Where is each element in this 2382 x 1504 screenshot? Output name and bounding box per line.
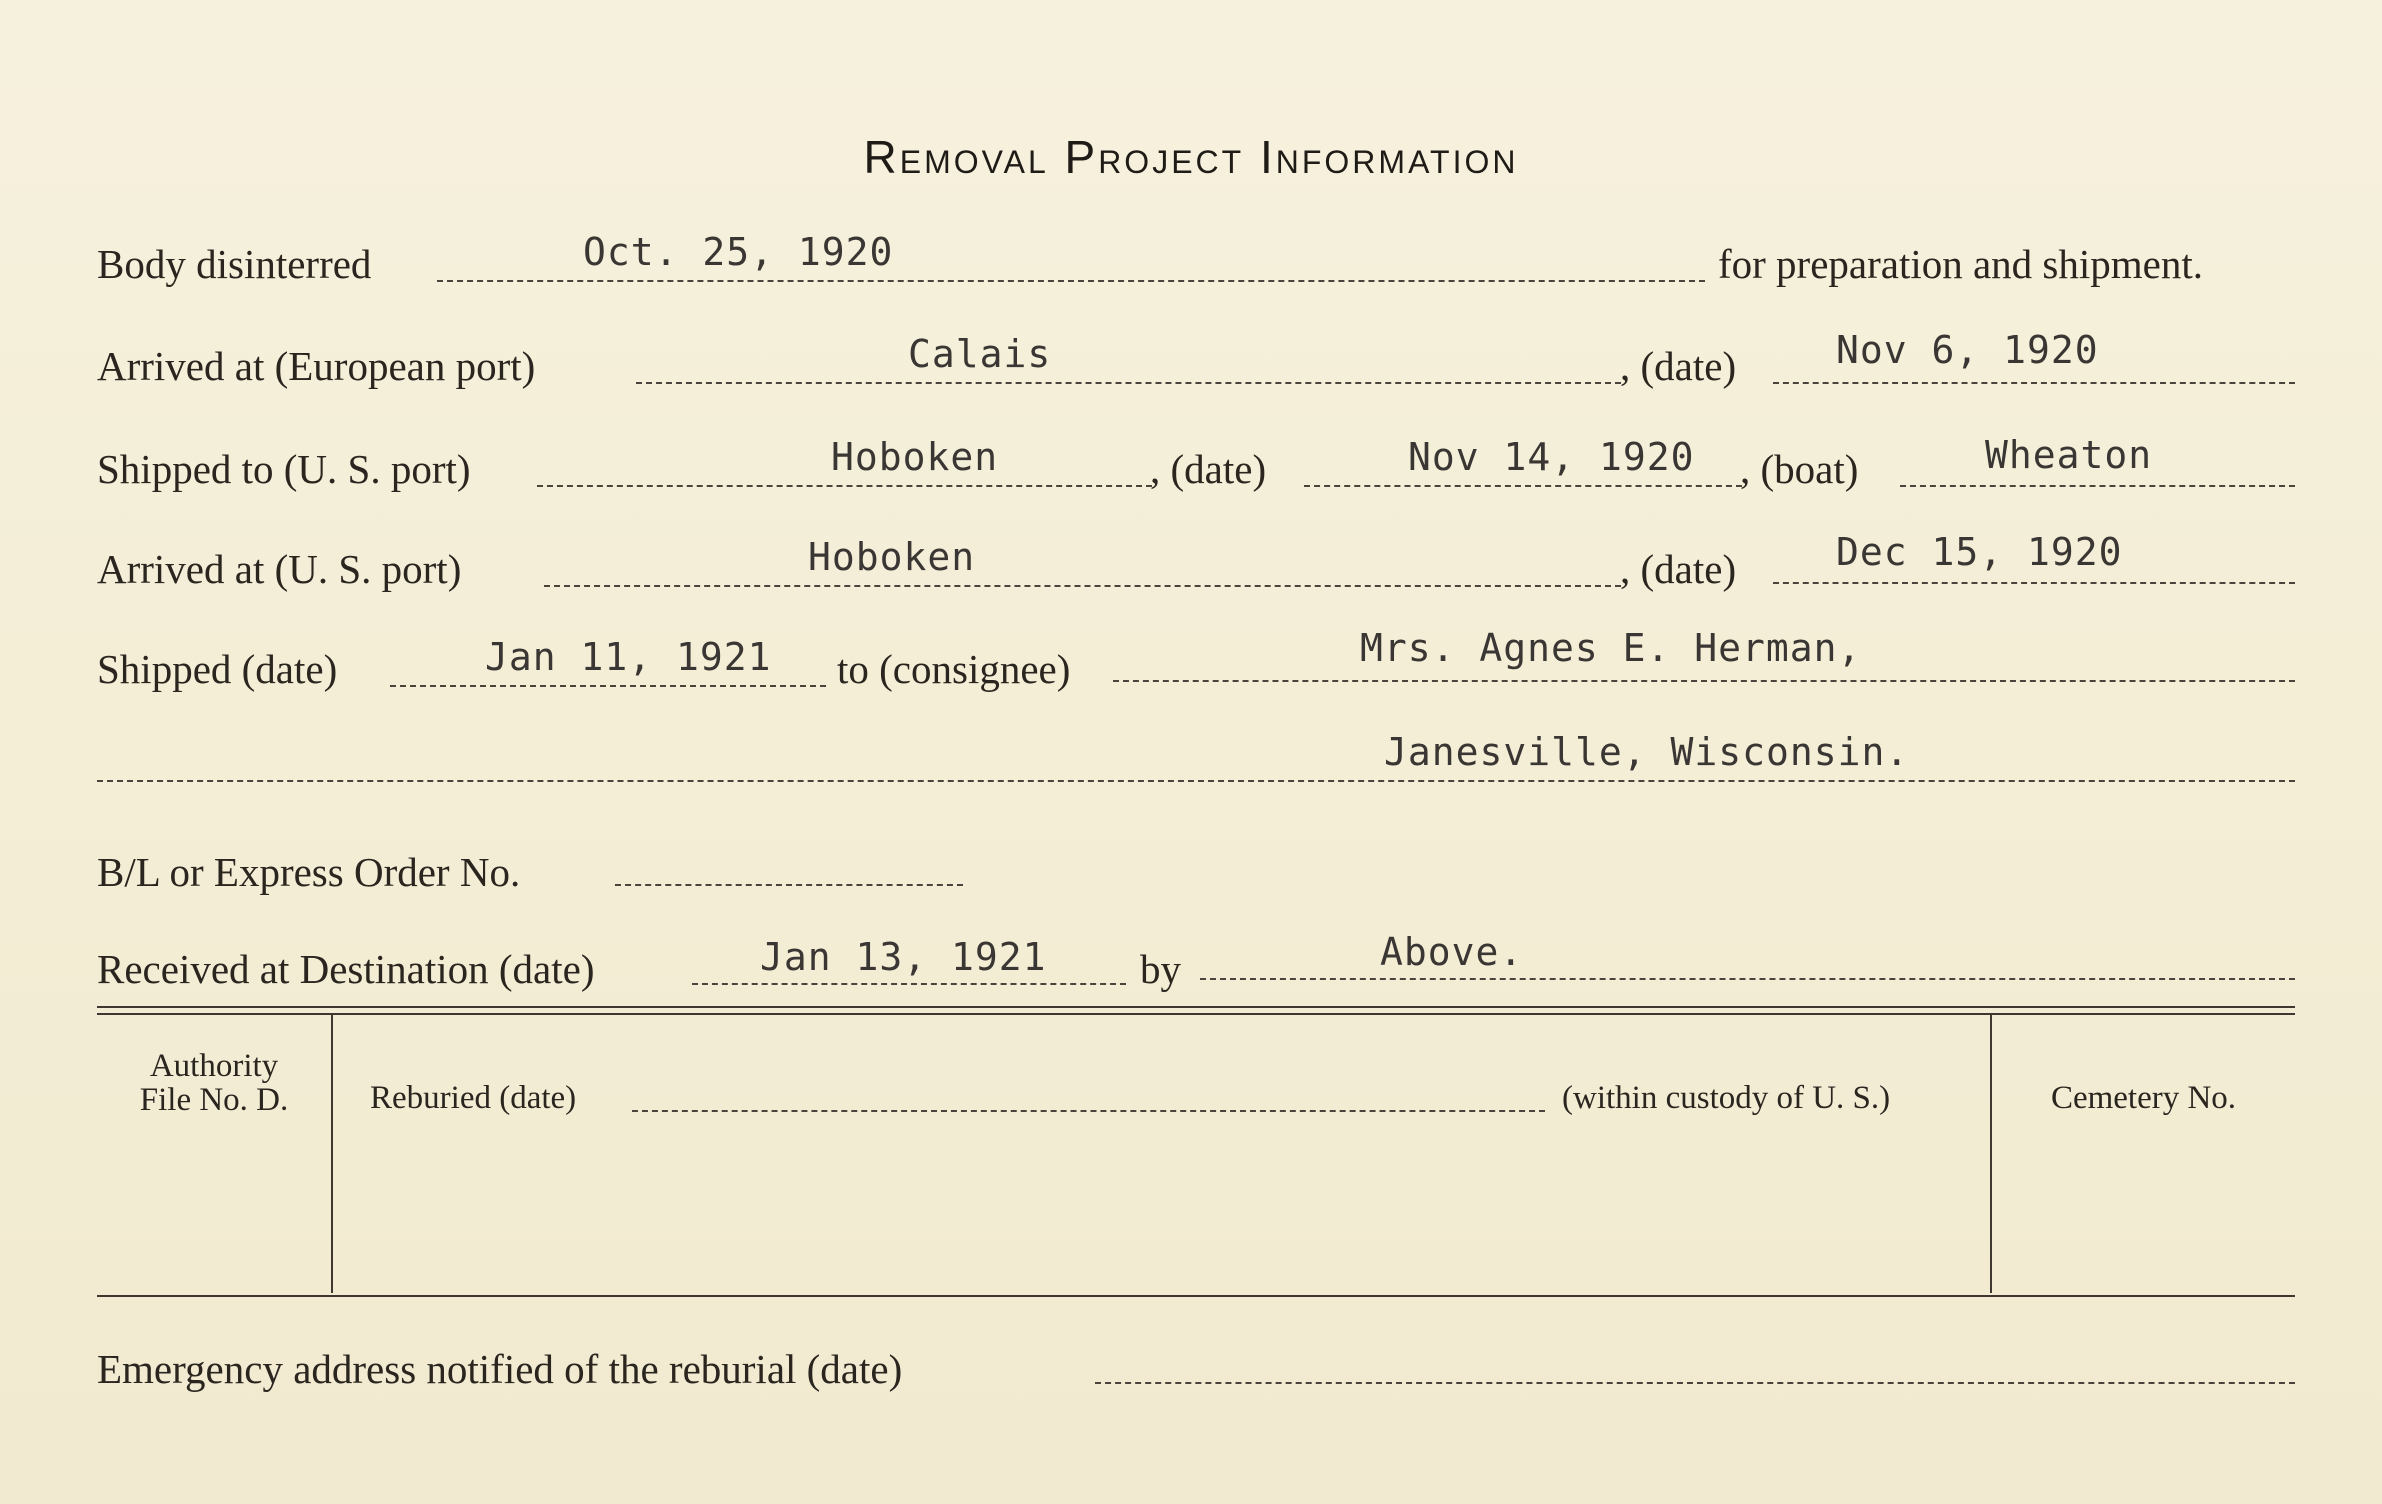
reburied-line: [632, 1110, 1545, 1112]
body-disinterred-suffix: for preparation and shipment.: [1718, 241, 2204, 287]
shipped-date-label: Shipped (date): [97, 646, 338, 692]
authority-label-line2: File No. D.: [139, 1082, 289, 1118]
arrived-us-date-label: , (date): [1620, 546, 1737, 592]
body-disinterred-line: [437, 280, 1705, 282]
received-value: Jan 13, 1921: [760, 935, 1047, 979]
authority-label-line1: Authority: [149, 1048, 279, 1084]
arrived-us-date-value: Dec 15, 1920: [1836, 530, 2123, 574]
received-label: Received at Destination (date): [97, 946, 595, 992]
shipped-to-value: Hoboken: [831, 435, 999, 479]
arrived-european-line: [636, 382, 1621, 384]
consignee-line: [1113, 680, 2295, 682]
double-rule-top: [97, 1006, 2295, 1008]
shipped-date-value: Jan 11, 1921: [485, 635, 772, 679]
arrived-european-date-value: Nov 6, 1920: [1836, 328, 2099, 372]
table-bottom-rule: [97, 1295, 2295, 1297]
custody-label: (within custody of U. S.): [1562, 1080, 1891, 1116]
cemetery-label: Cemetery No.: [2050, 1080, 2237, 1116]
double-rule-bottom: [97, 1013, 2295, 1015]
by-line: [1200, 978, 2295, 980]
body-disinterred-label: Body disinterred: [97, 241, 372, 287]
boat-label: , (boat): [1740, 446, 1859, 492]
arrived-european-date-label: , (date): [1620, 343, 1737, 389]
shipped-to-date-label: , (date): [1150, 446, 1267, 492]
emergency-line: [1095, 1382, 2295, 1384]
consignee-address-line: [97, 780, 2295, 782]
boat-line: [1900, 485, 2295, 487]
boat-value: Wheaton: [1985, 433, 2153, 477]
arrived-us-label: Arrived at (U. S. port): [97, 546, 462, 592]
arrived-european-value: Calais: [908, 332, 1052, 376]
shipped-to-date-line: [1304, 485, 1742, 487]
form-title: Removal Project Information: [863, 131, 1519, 183]
shipped-date-line: [390, 685, 826, 687]
emergency-label: Emergency address notified of the reburial (date): [97, 1346, 903, 1392]
received-line: [692, 983, 1126, 985]
arrived-us-date-line: [1773, 582, 2295, 584]
arrived-us-line: [544, 585, 1621, 587]
consignee-line2: Janesville, Wisconsin.: [1384, 730, 1910, 774]
bl-order-label: B/L or Express Order No.: [97, 849, 521, 895]
table-divider-right: [1990, 1015, 1992, 1293]
bl-order-line: [615, 884, 963, 886]
by-value: Above.: [1380, 930, 1524, 974]
by-label: by: [1140, 946, 1181, 992]
consignee-line1: Mrs. Agnes E. Herman,: [1360, 626, 1862, 670]
shipped-to-date-value: Nov 14, 1920: [1408, 435, 1695, 479]
arrived-european-date-line: [1773, 382, 2295, 384]
body-disinterred-value: Oct. 25, 1920: [583, 230, 894, 274]
arrived-european-label: Arrived at (European port): [97, 343, 536, 389]
reburied-label: Reburied (date): [370, 1080, 577, 1116]
shipped-to-line: [537, 485, 1152, 487]
shipped-to-label: Shipped to (U. S. port): [97, 446, 471, 492]
table-divider-left: [331, 1015, 333, 1293]
arrived-us-value: Hoboken: [808, 535, 976, 579]
consignee-label: to (consignee): [837, 646, 1071, 692]
